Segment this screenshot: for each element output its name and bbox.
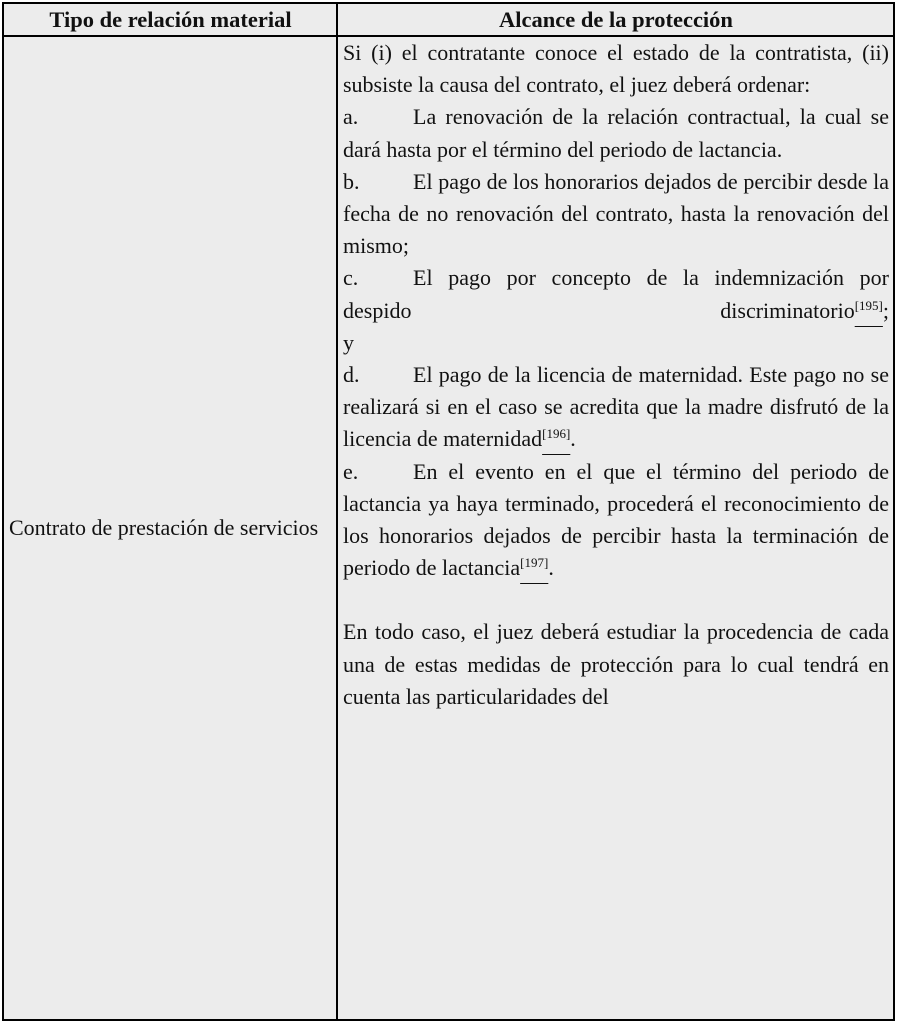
list-item-text: En el evento en el que el término del periodo de lactancia ya haya terminado, procederá el reconocimiento de los honorarios dejados de percibir hasta la terminación de periodo de lactancia: [343, 458, 889, 581]
list-item-tail: ;: [882, 297, 889, 323]
list-marker: a.: [343, 104, 359, 130]
list-item-text: El pago de los honorarios dejados de percibir desde la fecha de no renovación del contrato, hasta la renovación del mismo;: [343, 168, 889, 259]
footnote-ref-197[interactable]: [197]: [520, 555, 549, 571]
list-item-b: [343, 166, 889, 263]
table-row: [3, 36, 894, 1020]
list-item-e: [343, 456, 889, 585]
protection-scope-cell: [337, 36, 894, 1020]
list-marker: b.: [343, 168, 360, 194]
list-marker: c.: [343, 265, 359, 291]
list-item-c-continuation: y: [343, 329, 354, 355]
footnote-ref-196[interactable]: [196]: [542, 426, 571, 442]
list-item-a: [343, 101, 889, 165]
closing-paragraph: En todo caso, el juez deberá estudiar la procedencia de cada una de estas medidas de protección para lo cual tendrá en cuenta las particularidades del: [343, 619, 889, 709]
list-item-tail: .: [570, 426, 576, 452]
table-header-row: [3, 3, 894, 36]
paragraph-spacer: [343, 584, 889, 616]
list-item-c: [343, 262, 889, 326]
footnote-ref-195[interactable]: [195]: [854, 297, 883, 313]
list-marker: d.: [343, 362, 360, 388]
column-header-protection-scope: Alcance de la protección: [337, 3, 894, 36]
list-marker: e.: [343, 458, 359, 484]
list-item-d: [343, 359, 889, 456]
list-item-text: El pago por concepto de la indemnización por despido discriminatorio: [343, 265, 889, 323]
list-item-text: El pago de la licencia de maternidad. Este pago no se realizará si en el caso se acredita que la madre disfrutó de la licencia de maternidad: [343, 362, 889, 452]
relation-type-cell: Contrato de prestación de servicios: [3, 36, 337, 1020]
list-item-text: La renovación de la relación contractual, la cual se dará hasta por el término del periodo de lactancia.: [343, 104, 889, 162]
protection-table: [2, 2, 895, 1021]
intro-paragraph: Si (i) el contratante conoce el estado de la contratista, (ii) subsiste la causa del contrato, el juez deberá ordenar:: [343, 40, 889, 98]
list-item-tail: .: [548, 555, 554, 581]
column-header-relation-type: Tipo de relación material: [3, 3, 337, 36]
